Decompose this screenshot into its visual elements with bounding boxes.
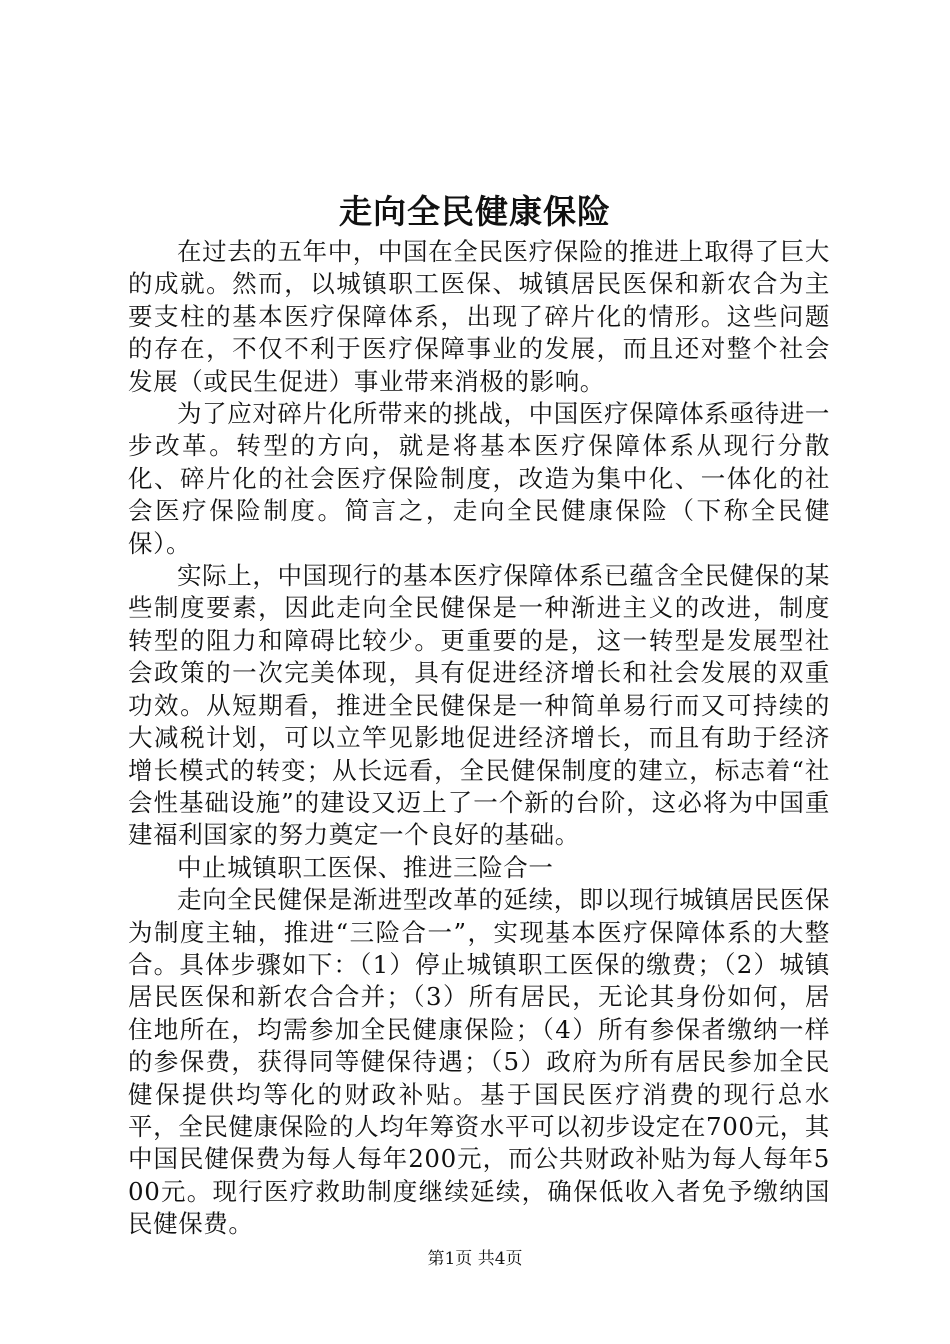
- paragraph-1: 在过去的五年中，中国在全民医疗保险的推进上取得了巨大的成就。然而，以城镇职工医保、城镇居民医保和新农合为主要支柱的基本医疗保障体系，出现了碎片化的情形。这些问题的存在，不仅不利于医疗保障事业的发展，而且还对整个社会发展（或民生促进）事业带来消极的影响。: [128, 237, 830, 396]
- page-number-footer: 第1页 共4页: [427, 1249, 523, 1269]
- paragraph-3: 实际上，中国现行的基本医疗保障体系已蕴含全民健保的某些制度要素，因此走向全民健保是一种渐进主义的改进，制度转型的阻力和障碍比较少。更重要的是，这一转型是发展型社会政策的一次完美体现，具有促进经济增长和社会发展的双重功效。从短期看，推进全民健保是一种简单易行而又可持续的大减税计划，可以立竿见影地促进经济增长，而且有助于经济增长模式的转变；从长远看，全民健保制度的建立，标志着“社会性基础设施”的建设又迈上了一个新的台阶，这必将为中国重建福利国家的努力奠定一个良好的基础。: [128, 561, 830, 850]
- section-heading: 中止城镇职工医保、推进三险合一: [177, 852, 554, 882]
- document-title: 走向全民健康保险: [339, 192, 611, 231]
- paragraph-2: 为了应对碎片化所带来的挑战，中国医疗保障体系亟待进一步改革。转型的方向，就是将基本医疗保障体系从现行分散化、碎片化的社会医疗保险制度，改造为集中化、一体化的社会医疗保险制度。简言之，走向全民健康保险（下称全民健保）。: [128, 399, 830, 558]
- paragraph-4: 走向全民健保是渐进型改革的延续，即以现行城镇居民医保为制度主轴，推进“三险合一”，实现基本医疗保障体系的大整合。具体步骤如下：（1）停止城镇职工医保的缴费；（2）城镇居民医保和新农合合并；（3）所有居民，无论其身份如何，居住地所在，均需参加全民健康保险；（4）所有参保者缴纳一样的参保费，获得同等健保待遇；（5）政府为所有居民参加全民健保提供均等化的财政补贴。基于国民医疗消费的现行总水平，全民健康保险的人均年筹资水平可以初步设定在700元，其中国民健保费为每人每年200元，而公共财政补贴为每人每年500元。现行医疗救助制度继续延续，确保低收入者免予缴纳国民健保费。: [128, 885, 830, 1239]
- document-body: [128, 236, 830, 1241]
